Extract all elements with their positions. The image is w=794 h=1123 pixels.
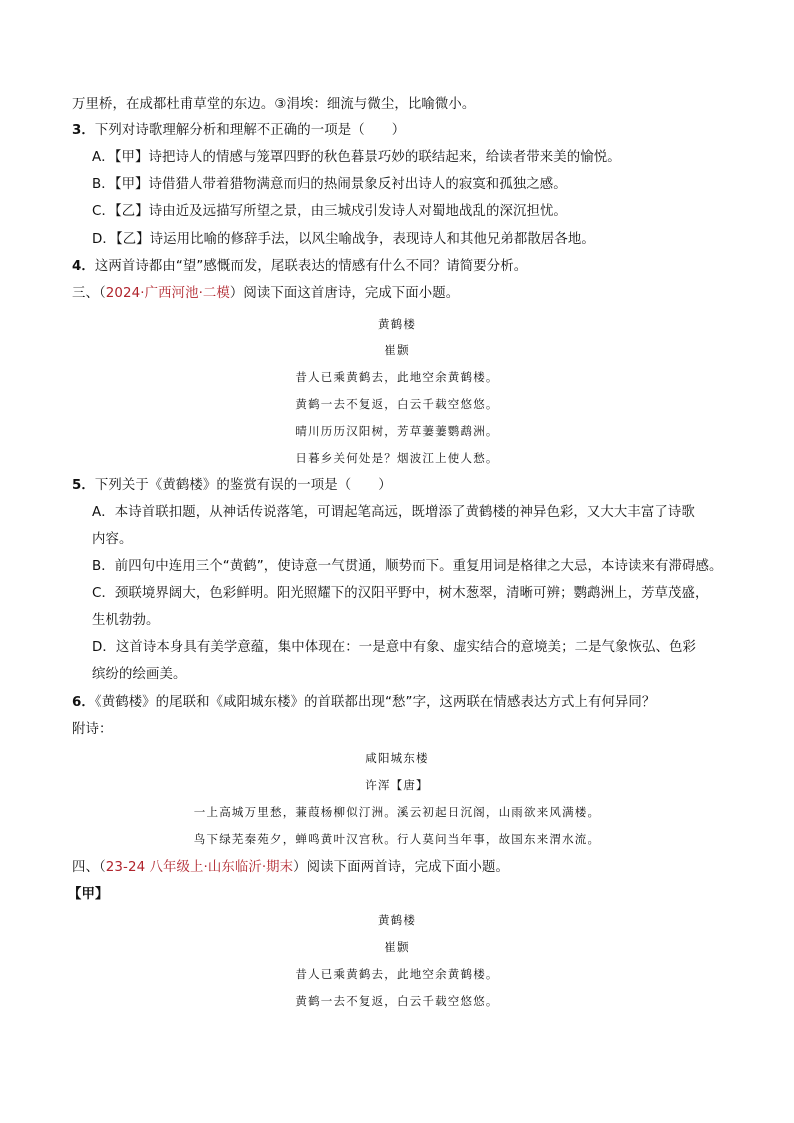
q5-option-b: B．前四句中连用三个“黄鹤”，使诗意一气贯通，顺势而下。重复用词是格律之大忌，本诗读来有滞碍感。 — [92, 559, 723, 574]
question-stem: 《黄鹤楼》的尾联和《咸阳城东楼》的首联都出现“愁”字，这两联在情感表达方式上有何异同？ — [94, 695, 656, 710]
poem-3-author: 崔颢 — [384, 940, 410, 954]
poem-1-title: 黄鹤楼 — [377, 317, 417, 331]
section-3-heading: 三、（2024·广西河池·二模）阅读下面这首唐诗，完成下面小题。 — [72, 286, 460, 301]
question-3 — [72, 121, 405, 141]
q3-option-a: A．【甲】诗把诗人的情感与笼罩四野的秋色暮景巧妙的联结起来，给读者带来美的愉悦。 — [92, 150, 621, 165]
question-6 — [72, 693, 655, 713]
question-stem: 下列对诗歌理解分析和理解不正确的一项是（ ） — [94, 123, 406, 138]
q5-option-c: C．颈联境界阔大，色彩鲜明。阳光照耀下的汉阳平野中，树木葱翠，清晰可辨；鹦鹉洲上，芳草茂盛， — [92, 586, 709, 601]
question-stem: 下列关于《黄鹤楼》的鉴赏有误的一项是（ ） — [94, 478, 392, 493]
question-5 — [72, 476, 392, 496]
q5-option-d-cont: 缤纷的绘画美。 — [92, 667, 187, 682]
q5-option-a: A．本诗首联扣题，从神话传说落笔，可谓起笔高远，既增添了黄鹤楼的神异色彩，又大大丰富了诗歌 — [92, 505, 695, 520]
question-number: 6． — [72, 695, 95, 710]
question-number: 4． — [72, 259, 95, 274]
poem-2-line: 鸟下绿芜秦苑夕，蝉鸣黄叶汉宫秋。行人莫问当年事，故国东来渭水流。 — [193, 832, 601, 846]
q3-option-b: B．【甲】诗借猎人带着猎物满意而归的热闹景象反衬出诗人的寂寞和孤独之感。 — [92, 177, 567, 192]
poem-1-line: 日暮乡关何处是？烟波江上使人愁。 — [295, 451, 499, 465]
poem-3-title: 黄鹤楼 — [377, 913, 417, 927]
q5-option-c-cont: 生机勃勃。 — [92, 613, 160, 628]
question-4 — [72, 257, 527, 277]
footnote-line: 万里桥，在成都杜甫草堂的东边。③涓埃：细流与微尘，比喻微小。 — [72, 97, 476, 112]
poem-tag-jia: 【甲】 — [68, 887, 109, 902]
poem-2-author: 许浑【唐】 — [365, 778, 429, 792]
question-number: 3． — [72, 123, 95, 138]
poem-1-line: 晴川历历汉阳树，芳草萋萋鹦鹉洲。 — [295, 424, 499, 438]
question-number: 5． — [72, 478, 95, 493]
section-4-heading: 四、（23-24 八年级上·山东临沂·期末）阅读下面两首诗，完成下面小题。 — [72, 860, 510, 875]
q3-option-c: C．【乙】诗由近及远描写所望之景，由三城戍引发诗人对蜀地战乱的深沉担忧。 — [92, 204, 567, 219]
poem-3-line: 黄鹤一去不复返，白云千载空悠悠。 — [295, 994, 499, 1008]
attached-poem-label: 附诗： — [72, 722, 113, 737]
source-tag: 2024·广西河池·二模 — [105, 286, 230, 301]
poem-2-line: 一上高城万里愁，蒹葭杨柳似汀洲。溪云初起日沉阁，山雨欲来风满楼。 — [193, 805, 601, 819]
poem-1-author: 崔颢 — [384, 343, 410, 357]
poem-2-title: 咸阳城东楼 — [365, 751, 429, 765]
q5-option-d: D．这首诗本身具有美学意蕴，集中体现在：一是意中有象、虚实结合的意境美；二是气象恢弘、色彩 — [92, 640, 696, 655]
poem-1-line: 昔人已乘黄鹤去，此地空余黄鹤楼。 — [295, 370, 499, 384]
source-tag: 23-24 八年级上·山东临沂·期末 — [105, 860, 294, 875]
q5-option-a-cont: 内容。 — [92, 532, 133, 547]
question-stem: 这两首诗都由“望”感慨而发，尾联表达的情感有什么不同？请简要分析。 — [94, 259, 528, 274]
poem-3-line: 昔人已乘黄鹤去，此地空余黄鹤楼。 — [295, 967, 499, 981]
q3-option-d: D．【乙】诗运用比喻的修辞手法，以风尘喻战争，表现诗人和其他兄弟都散居各地。 — [92, 232, 595, 247]
poem-1-line: 黄鹤一去不复返，白云千载空悠悠。 — [295, 397, 499, 411]
